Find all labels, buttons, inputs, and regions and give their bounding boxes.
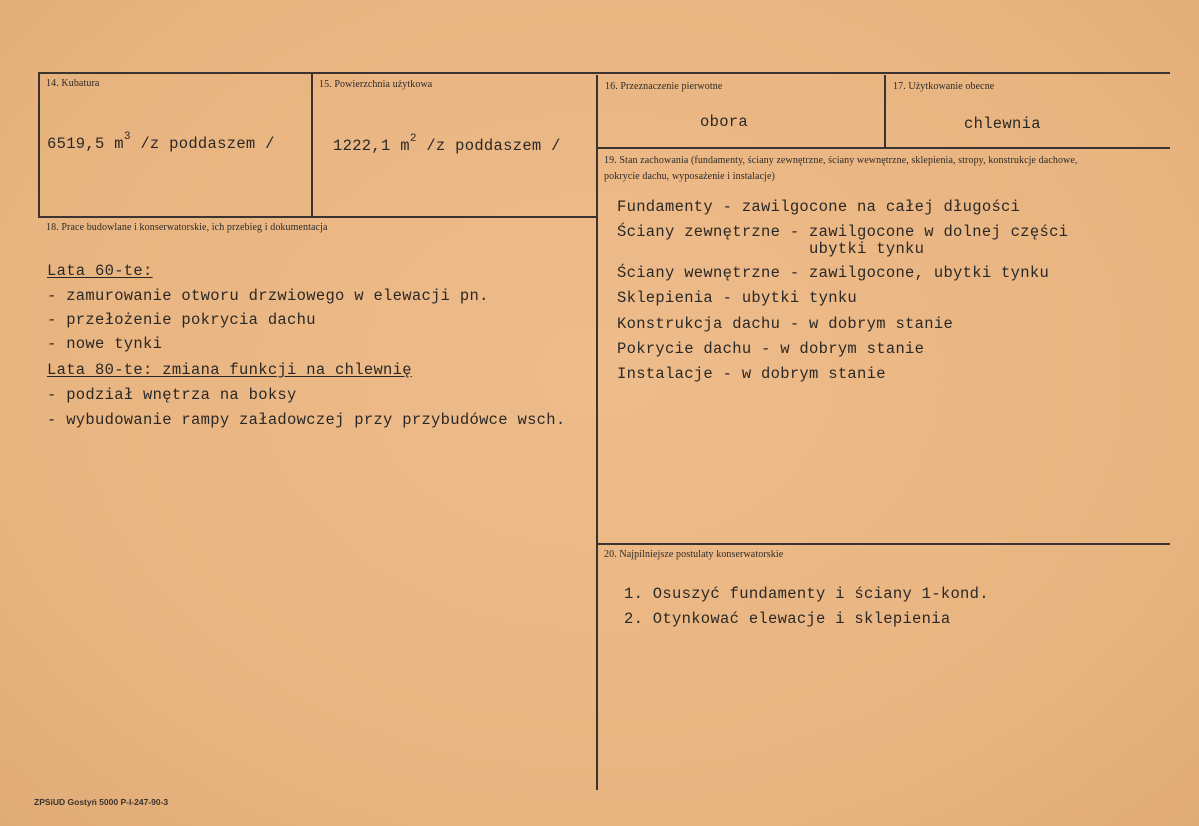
kubatura-note: /z poddaszem / [130,135,275,153]
rule-under-14-15 [38,216,598,218]
field-15-value [333,133,561,155]
rule-center [596,75,598,790]
field-18-line-5: Lata 80-te: zmiana funkcji na chlewnię [47,361,412,379]
field-14-label: 14. Kubatura [46,78,100,89]
field-19-label: 19. Stan zachowania (fundamenty, ściany zewnętrzne, ściany wewnętrzne, sklepienia, stropy, konstrukcje dachowe, pokrycie dachu, wyposażenie i instalacje) [604,155,1078,182]
area-note: /z poddaszem / [416,137,561,155]
rule-16-17 [884,75,886,148]
kubatura-unit-exponent: 3 [123,131,131,143]
field-19-line-6: Konstrukcja dachu - w dobrym stanie [617,315,954,333]
field-18-label: 18. Prace budowlane i konserwatorskie, ich przebieg i dokumentacja [46,222,328,233]
field-18-line-7: - wybudowanie rampy załadowczej przy przybudówce wsch. [47,411,566,429]
rule-top [38,72,1170,74]
field-16-value: obora [700,113,749,131]
field-18-line-2: - zamurowanie otworu drzwiowego w elewacji pn. [47,287,489,305]
field-18-line-6: - podział wnętrza na boksy [47,386,297,404]
field-18-line-4: - nowe tynki [47,335,163,353]
field-14-value [47,131,275,153]
field-16-label: 16. Przeznaczenie pierwotne [605,81,723,92]
field-19-line-3: ubytki tynku [617,240,925,258]
field-20-label: 20. Najpilniejsze postulaty konserwatorskie [604,549,784,560]
rule-left [38,72,40,218]
field-20-line-1: 1. Osuszyć fundamenty i ściany 1-kond. [624,585,989,603]
field-19-line-8: Instalacje - w dobrym stanie [617,365,886,383]
area-unit-exponent: 2 [409,133,417,145]
field-19-line-1: Fundamenty - zawilgocone na całej długości [617,198,1021,216]
printer-imprint: ZPSiUD Gostyń 5000 P-I-247-90-3 [34,797,169,807]
field-17-value: chlewnia [964,115,1041,133]
kubatura-number: 6519,5 m [47,135,124,153]
field-18-line-3: - przełożenie pokrycia dachu [47,311,316,329]
rule-under-16-17 [596,147,1170,149]
area-number: 1222,1 m [333,137,410,155]
field-15-label: 15. Powierzchnia użytkowa [319,79,433,90]
field-17-label: 17. Użytkowanie obecne [893,81,995,92]
field-19-line-7: Pokrycie dachu - w dobrym stanie [617,340,925,358]
field-19-line-5: Sklepienia - ubytki tynku [617,289,858,307]
field-19-line-4: Ściany wewnętrzne - zawilgocone, ubytki tynku [617,264,1050,282]
field-19-line-2: Ściany zewnętrzne - zawilgocone w dolnej części [617,223,1069,241]
rule-14-15 [311,72,313,218]
rule-under-19 [596,543,1170,545]
field-20-line-2: 2. Otynkować elewacje i sklepienia [624,610,951,628]
field-18-line-1: Lata 60-te: [47,262,153,280]
